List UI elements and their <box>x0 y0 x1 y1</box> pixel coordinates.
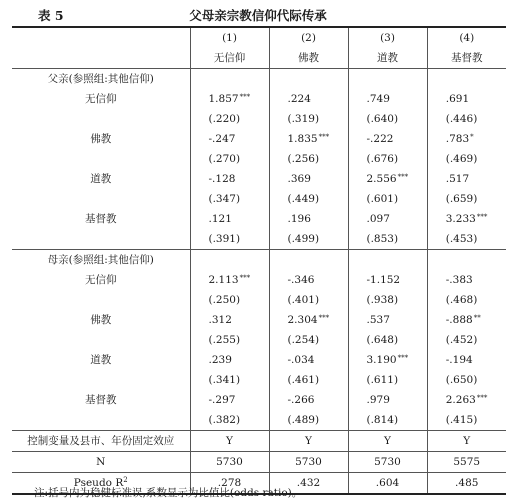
coefficient-value <box>209 214 251 225</box>
table-cell <box>12 330 190 350</box>
standard-error-cell <box>190 149 269 169</box>
table-cell: Y <box>427 431 506 452</box>
coefficient-row <box>12 89 506 109</box>
coefficient-cell <box>269 350 348 370</box>
column-header: 基督教 <box>427 48 506 69</box>
coefficient-cell <box>190 209 269 229</box>
standard-error-row <box>12 410 506 431</box>
coefficient: -.297 <box>208 393 236 406</box>
standard-error-cell <box>190 410 269 431</box>
standard-error-cell <box>427 370 506 390</box>
coefficient-row <box>12 390 506 410</box>
regression-table <box>12 26 506 495</box>
standard-error-cell <box>348 290 427 310</box>
standard-error: (.255) <box>208 333 241 346</box>
pseudo-r2-label: Pseudo R <box>73 476 124 489</box>
table-cell <box>12 189 190 209</box>
coefficient-cell <box>348 350 427 370</box>
father-section <box>12 69 506 250</box>
coefficient: -.888 <box>445 313 473 326</box>
table-cell: Y <box>348 431 427 452</box>
standard-error: (.938) <box>366 293 399 306</box>
standard-error-cell <box>269 229 348 250</box>
standard-error-row <box>12 189 506 209</box>
coefficient: 2.113 <box>208 273 239 286</box>
standard-error: (.256) <box>287 152 320 165</box>
standard-error: (.453) <box>445 232 478 245</box>
variable-label: 基督教 <box>85 212 117 225</box>
coefficient: -.266 <box>287 393 315 406</box>
standard-error-cell <box>348 109 427 129</box>
table-cell: 5730 <box>348 452 427 473</box>
standard-error: (.446) <box>445 112 478 125</box>
column-number: (4) <box>427 27 506 48</box>
table-cell <box>427 69 506 90</box>
standard-error: (.650) <box>445 373 478 386</box>
standard-error-cell <box>427 229 506 250</box>
standard-error-cell <box>269 330 348 350</box>
standard-error: (.319) <box>287 112 320 125</box>
standard-error-cell <box>427 330 506 350</box>
coefficient-row <box>12 350 506 370</box>
coefficient-value <box>209 174 251 185</box>
coefficient-value <box>367 355 409 366</box>
significance-stars: ** <box>473 313 481 322</box>
standard-error-row <box>12 109 506 129</box>
coefficient-value <box>367 134 409 145</box>
standard-error: (.648) <box>366 333 399 346</box>
coefficient-cell <box>269 390 348 410</box>
coefficient-value <box>288 174 330 185</box>
standard-error: (.468) <box>445 293 478 306</box>
coefficient: 3.233 <box>445 212 476 225</box>
standard-error-row <box>12 370 506 390</box>
table-cell: .485 <box>427 473 506 495</box>
coefficient-cell <box>190 270 269 290</box>
standard-error-cell <box>190 189 269 209</box>
standard-error: (.659) <box>445 192 478 205</box>
coefficient-value <box>209 355 251 366</box>
coefficient-cell <box>427 270 506 290</box>
table-cell <box>190 250 269 271</box>
coefficient-value <box>367 315 409 326</box>
group-label: 父亲(参照组:其他信仰) <box>12 69 190 90</box>
coefficient-row <box>12 129 506 149</box>
coefficient: 1.835 <box>287 132 318 145</box>
coefficient: .517 <box>445 172 470 185</box>
coefficient-cell <box>427 310 506 330</box>
coefficient-cell <box>427 350 506 370</box>
coefficient-cell <box>190 89 269 109</box>
coefficient-row <box>12 310 506 330</box>
coefficient-value <box>446 134 488 145</box>
coefficient-cell <box>348 390 427 410</box>
standard-error: (.611) <box>366 373 399 386</box>
column-number-row <box>12 27 506 48</box>
standard-error: (.489) <box>287 413 320 426</box>
standard-error: (.341) <box>208 373 241 386</box>
variable-label: 无信仰 <box>85 92 117 105</box>
coefficient-value <box>288 315 330 326</box>
coefficient-cell <box>348 270 427 290</box>
coefficient-value <box>446 395 488 406</box>
coefficient-cell <box>427 209 506 229</box>
coefficient: .224 <box>287 92 311 105</box>
coefficient: -.034 <box>287 353 315 366</box>
coefficient-value <box>209 134 251 145</box>
standard-error: (.676) <box>366 152 399 165</box>
coefficient: 1.857 <box>208 92 239 105</box>
table-cell: 5730 <box>190 452 269 473</box>
table-cell: .278 <box>190 473 269 495</box>
coefficient-value <box>288 355 330 366</box>
standard-error-row <box>12 229 506 250</box>
coefficient-row <box>12 169 506 189</box>
coefficient-value <box>367 275 409 286</box>
standard-error: (.220) <box>208 112 241 125</box>
standard-error: (.449) <box>287 192 320 205</box>
standard-error: (.814) <box>366 413 399 426</box>
coefficient-value <box>288 214 330 225</box>
coefficient: .097 <box>366 212 390 225</box>
column-number: (1) <box>190 27 269 48</box>
table-cell <box>427 250 506 271</box>
coefficient-cell <box>269 129 348 149</box>
variable-label: 佛教 <box>90 132 112 145</box>
group-label: 母亲(参照组:其他信仰) <box>12 250 190 271</box>
coefficient-value <box>209 395 251 406</box>
standard-error-row <box>12 290 506 310</box>
table-cell <box>269 69 348 90</box>
standard-error-cell <box>269 290 348 310</box>
coefficient-value <box>446 275 488 286</box>
coefficient: -.383 <box>445 273 473 286</box>
coefficient: .749 <box>366 92 390 105</box>
standard-error: (.452) <box>445 333 478 346</box>
coefficient-cell <box>190 350 269 370</box>
coefficient-cell <box>427 129 506 149</box>
row-label: N <box>12 452 190 473</box>
table-cell <box>12 109 190 129</box>
table-cell <box>190 69 269 90</box>
standard-error-cell <box>427 109 506 129</box>
coefficient: -.194 <box>445 353 473 366</box>
n-row <box>12 452 506 473</box>
standard-error-cell <box>427 410 506 431</box>
significance-stars: *** <box>397 172 409 181</box>
variable-label: 道教 <box>90 353 112 366</box>
coefficient-cell <box>190 390 269 410</box>
coefficient: .369 <box>287 172 311 185</box>
standard-error-cell <box>269 370 348 390</box>
table-cell <box>12 410 190 431</box>
variable-label: 道教 <box>90 172 112 185</box>
coefficient-cell <box>348 209 427 229</box>
standard-error-cell <box>427 189 506 209</box>
significance-stars: *** <box>318 313 330 322</box>
standard-error-cell <box>348 370 427 390</box>
coefficient-cell <box>269 89 348 109</box>
coefficient-cell <box>427 169 506 189</box>
superscript: 2 <box>123 475 128 484</box>
coefficient-cell <box>269 169 348 189</box>
column-header: 无信仰 <box>190 48 269 69</box>
standard-error-cell <box>348 189 427 209</box>
column-number: (2) <box>269 27 348 48</box>
coefficient: .691 <box>445 92 470 105</box>
coefficient-value <box>209 275 251 286</box>
coefficient: .979 <box>366 393 390 406</box>
table-caption <box>0 6 516 24</box>
coefficient-cell <box>190 169 269 189</box>
table-cell <box>348 250 427 271</box>
standard-error-cell <box>269 189 348 209</box>
coefficient-value <box>367 395 409 406</box>
coefficient-cell <box>348 310 427 330</box>
significance-stars: *** <box>239 273 251 282</box>
coefficient: 3.190 <box>366 353 397 366</box>
coefficient: -.247 <box>208 132 236 145</box>
standard-error: (.469) <box>445 152 478 165</box>
coefficient-row <box>12 209 506 229</box>
standard-error-cell <box>427 149 506 169</box>
coefficient-value <box>446 214 488 225</box>
standard-error-cell <box>190 109 269 129</box>
coefficient-value <box>446 355 488 366</box>
standard-error: (.250) <box>208 293 241 306</box>
column-header: 佛教 <box>269 48 348 69</box>
standard-error-cell <box>427 290 506 310</box>
column-number: (3) <box>348 27 427 48</box>
table-cell: Y <box>190 431 269 452</box>
standard-error-cell <box>190 290 269 310</box>
standard-error: (.499) <box>287 232 320 245</box>
coefficient: 2.263 <box>445 393 476 406</box>
coefficient: .196 <box>287 212 311 225</box>
coefficient-value <box>288 94 330 105</box>
table-cell: 5575 <box>427 452 506 473</box>
significance-stars: *** <box>397 353 409 362</box>
coefficient-value <box>446 94 488 105</box>
table-cell: .604 <box>348 473 427 495</box>
group-header-row <box>12 250 506 271</box>
coefficient-cell <box>190 129 269 149</box>
significance-stars: *** <box>476 393 488 402</box>
coefficient-value <box>288 395 330 406</box>
variable-label: 无信仰 <box>85 273 117 286</box>
coefficient-row <box>12 270 506 290</box>
significance-stars: *** <box>239 92 251 101</box>
standard-error: (.640) <box>366 112 399 125</box>
coefficient: 2.304 <box>287 313 318 326</box>
standard-error: (.254) <box>287 333 320 346</box>
standard-error-row <box>12 149 506 169</box>
standard-error: (.461) <box>287 373 320 386</box>
standard-error: (.270) <box>208 152 241 165</box>
table-cell <box>348 69 427 90</box>
standard-error-cell <box>348 149 427 169</box>
standard-error-cell <box>190 229 269 250</box>
standard-error-row <box>12 330 506 350</box>
column-header-row <box>12 48 506 69</box>
coefficient: -.128 <box>208 172 236 185</box>
coefficient: 2.556 <box>366 172 397 185</box>
variable-label: 佛教 <box>90 313 112 326</box>
table-title: 父母亲宗教信仰代际传承 <box>189 8 327 23</box>
table-cell <box>12 229 190 250</box>
mother-section <box>12 250 506 431</box>
standard-error-cell <box>269 410 348 431</box>
standard-error-cell <box>269 149 348 169</box>
controls-row <box>12 431 506 452</box>
coefficient: -1.152 <box>366 273 401 286</box>
coefficient-cell <box>269 270 348 290</box>
coefficient-cell <box>348 89 427 109</box>
table-note: 注:括号内为稳健标准误,系数显示为比值比(odds ratio)。 <box>34 487 303 499</box>
coefficient-value <box>288 134 330 145</box>
significance-stars: *** <box>476 212 488 221</box>
standard-error: (.391) <box>208 232 241 245</box>
coefficient: -.346 <box>287 273 315 286</box>
table-cell: .432 <box>269 473 348 495</box>
coefficient-cell <box>427 89 506 109</box>
row-label: 控制变量及县市、年份固定效应 <box>12 431 190 452</box>
coefficient: .312 <box>208 313 232 326</box>
table-cell <box>12 370 190 390</box>
coefficient-value <box>367 174 409 185</box>
table-cell <box>12 290 190 310</box>
standard-error-cell <box>190 370 269 390</box>
significance-stars: *** <box>318 132 330 141</box>
standard-error-cell <box>348 330 427 350</box>
coefficient: .783 <box>445 132 470 145</box>
standard-error: (.601) <box>366 192 399 205</box>
standard-error-cell <box>190 330 269 350</box>
coefficient-value <box>288 275 330 286</box>
table-cell: 5730 <box>269 452 348 473</box>
coefficient-value <box>446 174 488 185</box>
standard-error: (.382) <box>208 413 241 426</box>
coefficient-cell <box>269 310 348 330</box>
coefficient-value <box>209 94 251 105</box>
coefficient-cell <box>269 209 348 229</box>
table-cell <box>12 149 190 169</box>
coefficient-value <box>209 315 251 326</box>
table-label: 表 5 <box>38 8 64 23</box>
group-header-row <box>12 69 506 90</box>
standard-error: (.401) <box>287 293 320 306</box>
table-cell: Y <box>269 431 348 452</box>
standard-error-cell <box>348 410 427 431</box>
coefficient-value <box>367 94 409 105</box>
coefficient: .121 <box>208 212 232 225</box>
coefficient-cell <box>348 169 427 189</box>
standard-error: (.347) <box>208 192 241 205</box>
significance-stars: * <box>470 132 474 141</box>
standard-error-cell <box>269 109 348 129</box>
coefficient-cell <box>427 390 506 410</box>
table-cell <box>269 250 348 271</box>
standard-error-cell <box>348 229 427 250</box>
coefficient-cell <box>190 310 269 330</box>
standard-error: (.415) <box>445 413 478 426</box>
coefficient: .239 <box>208 353 232 366</box>
coefficient-value <box>367 214 409 225</box>
coefficient-value <box>446 315 488 326</box>
coefficient: -.222 <box>366 132 394 145</box>
variable-label: 基督教 <box>85 393 117 406</box>
coefficient-cell <box>348 129 427 149</box>
coefficient: .537 <box>366 313 390 326</box>
column-header: 道教 <box>348 48 427 69</box>
standard-error: (.853) <box>366 232 399 245</box>
